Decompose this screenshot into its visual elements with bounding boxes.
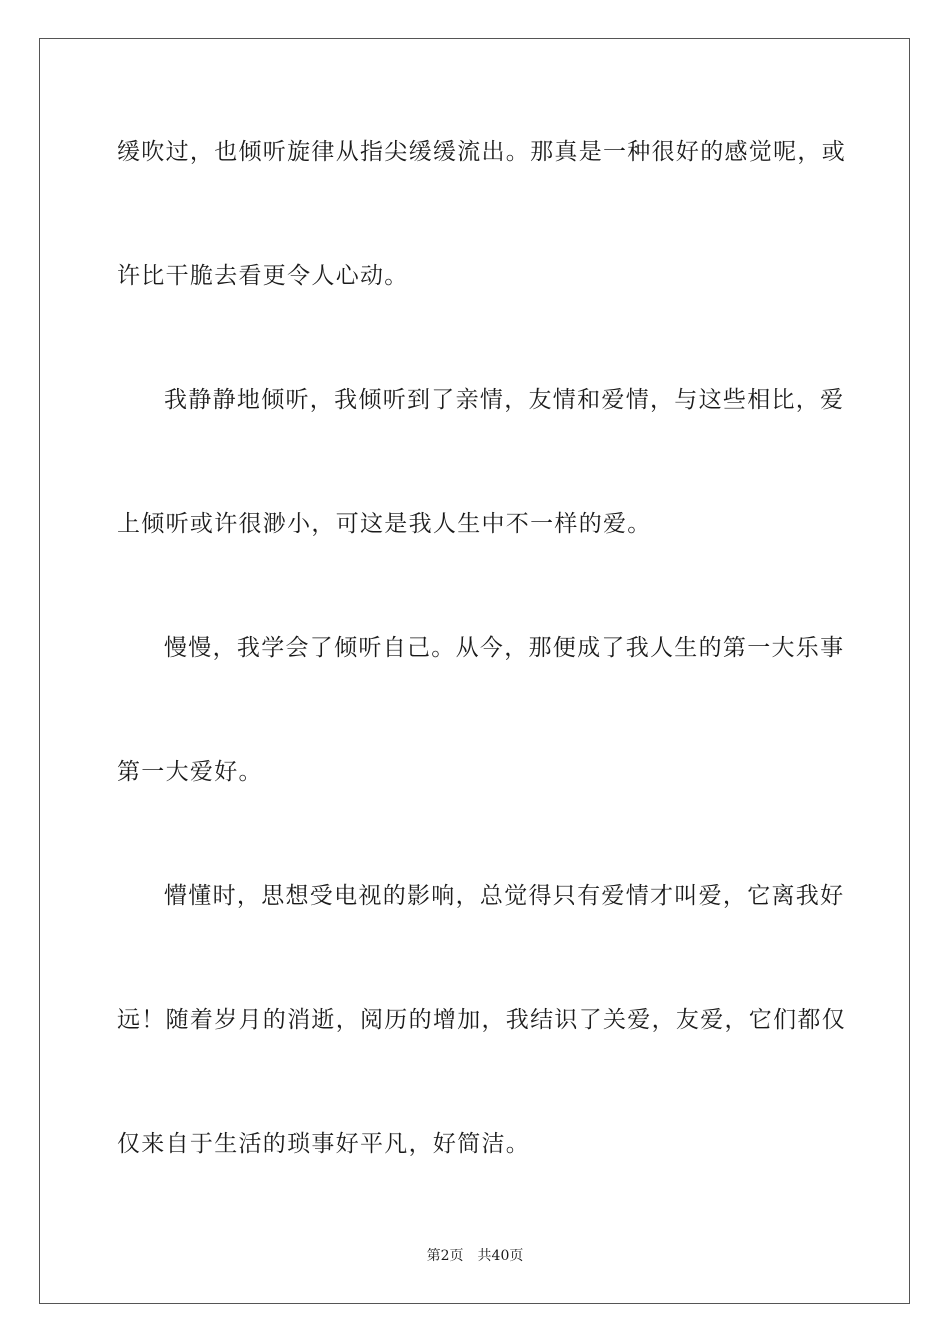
paragraph-start-line: 慢慢，我学会了倾听自己。从今，那便成了我人生的第一大乐事	[164, 635, 845, 661]
paragraph-start-line: 懵懂时，思想受电视的影响，总觉得只有爱情才叫爱，它离我好	[164, 883, 845, 909]
text-line: 远！随着岁月的消逝，阅历的增加，我结识了关爱，友爱，它们都仅	[117, 1007, 846, 1033]
paragraph-start-line: 我静静地倾听，我倾听到了亲情，友情和爱情，与这些相比，爱	[164, 387, 845, 413]
document-body	[117, 128, 846, 1244]
page-number: 第2页	[426, 1248, 464, 1264]
text-line: 上倾听或许很渺小，可这是我人生中不一样的爱。	[117, 511, 652, 537]
page-footer	[0, 1245, 950, 1265]
text-line: 仅来自于生活的琐事好平凡，好简洁。	[117, 1131, 531, 1157]
page-total: 共40页	[477, 1248, 524, 1264]
text-line: 第一大爱好。	[117, 759, 263, 785]
text-line: 许比干脆去看更令人心动。	[117, 263, 409, 289]
text-line: 缓吹过，也倾听旋律从指尖缓缓流出。那真是一种很好的感觉呢，或	[117, 139, 846, 165]
